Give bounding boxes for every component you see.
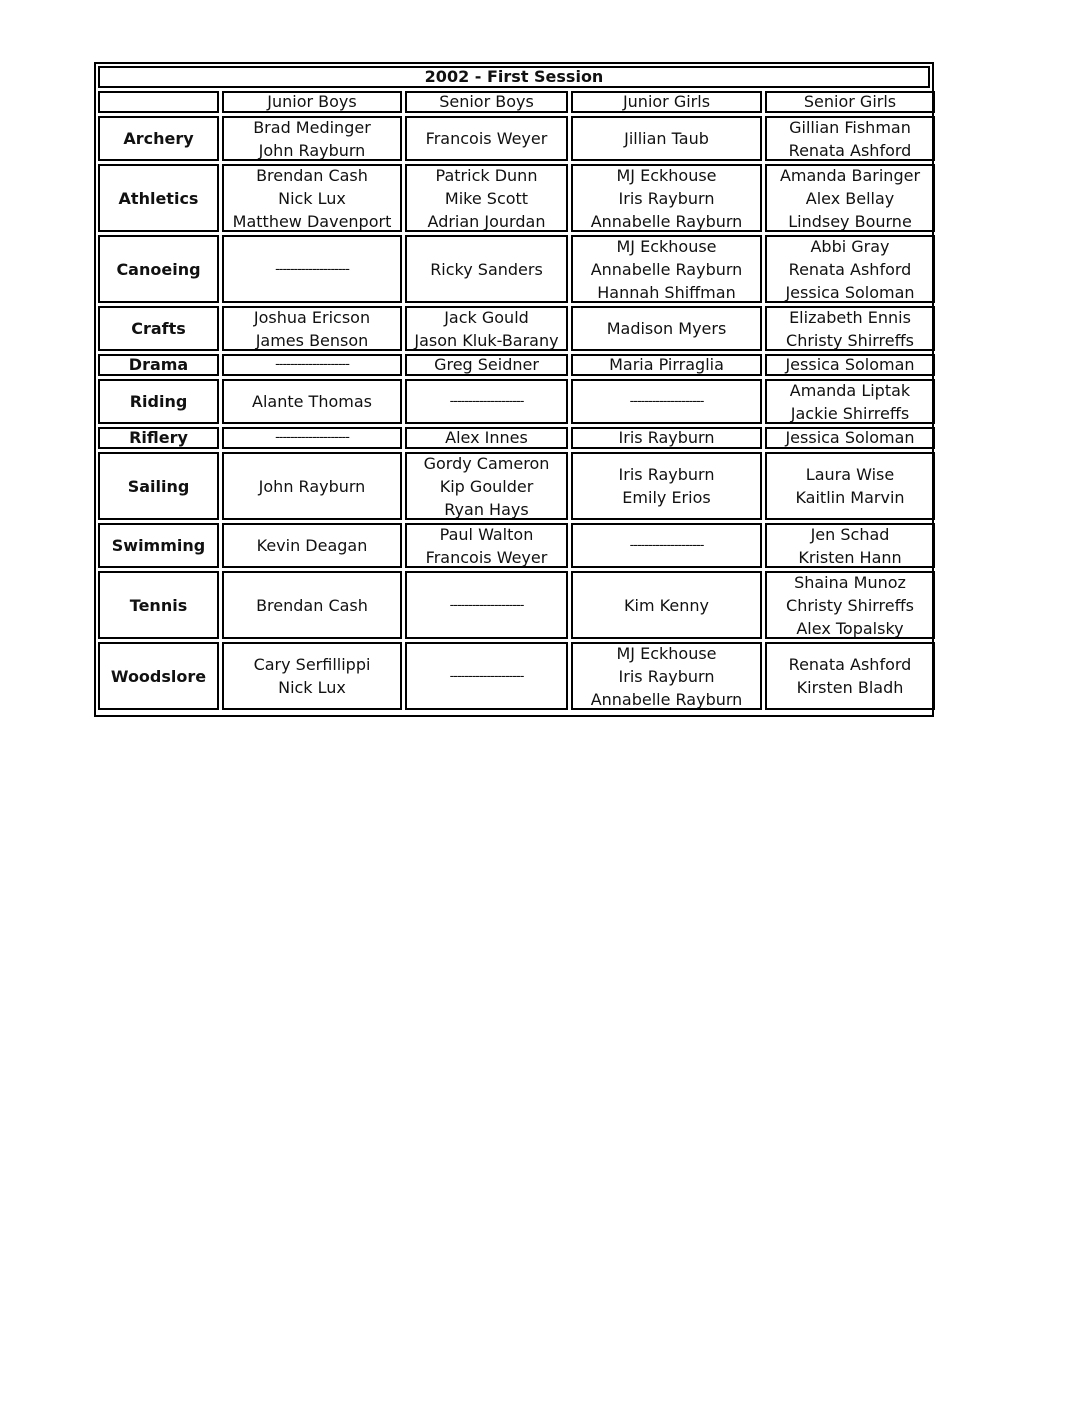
camper-name: Iris Rayburn <box>618 465 715 484</box>
table-grid <box>98 91 930 713</box>
header-cell-junior-boys: Junior Boys <box>222 91 402 113</box>
camper-name: Emily Erios <box>622 488 711 507</box>
activity-label: Riding <box>98 379 219 424</box>
table-cell <box>571 116 762 161</box>
camper-name: Kirsten Bladh <box>796 678 904 697</box>
table-cell <box>765 379 935 424</box>
table-cell <box>405 379 568 424</box>
activity-label: Canoeing <box>98 235 219 303</box>
camper-name: Amanda Baringer <box>779 165 921 185</box>
table-cell <box>571 523 762 568</box>
camper-name: Matthew Davenport <box>232 211 392 231</box>
header-cell-senior-boys: Senior Boys <box>405 91 568 113</box>
camper-name: James Benson <box>255 330 369 350</box>
empty-dash: -------------------- <box>629 538 704 553</box>
activity-label: Crafts <box>98 306 219 351</box>
table-cell <box>765 452 935 520</box>
camper-name: Ricky Sanders <box>430 259 543 279</box>
table-cell <box>405 116 568 161</box>
camper-name: Brad Medinger <box>253 117 371 137</box>
table-cell <box>571 354 762 376</box>
camper-name: Francois Weyer <box>425 129 548 148</box>
camper-name: Renata Ashford <box>788 259 912 279</box>
table-cell <box>571 235 762 303</box>
camper-name: Alante Thomas <box>252 392 372 411</box>
table-cell <box>765 354 935 376</box>
activity-label: Tennis <box>98 571 219 639</box>
camper-name: Nick Lux <box>278 188 346 208</box>
camper-name: Paul Walton <box>439 524 534 544</box>
table-cell <box>765 306 935 351</box>
table-cell <box>405 571 568 639</box>
camper-name: MJ Eckhouse <box>616 643 717 663</box>
table-title: 2002 - First Session <box>98 66 930 88</box>
camper-name: MJ Eckhouse <box>616 236 717 256</box>
camper-name: Alex Bellay <box>805 188 895 208</box>
camper-name: Nick Lux <box>278 678 346 697</box>
camper-name: Francois Weyer <box>425 547 548 567</box>
table-cell <box>765 164 935 232</box>
camper-name: Greg Seidner <box>434 355 539 374</box>
camper-name: Iris Rayburn <box>618 428 715 447</box>
empty-dash: -------------------- <box>275 430 349 445</box>
table-cell <box>571 379 762 424</box>
camper-name: Amanda Liptak <box>789 380 911 400</box>
camper-name: Mike Scott <box>444 188 529 208</box>
table-cell <box>765 523 935 568</box>
table-cell <box>571 427 762 449</box>
camper-name: Jack Gould <box>444 307 529 327</box>
camper-name: Ryan Hays <box>444 499 529 519</box>
activity-label: Riflery <box>98 427 219 449</box>
table-cell <box>405 523 568 568</box>
camper-name: Alex Innes <box>445 428 528 447</box>
camper-name: Renata Ashford <box>788 655 912 674</box>
camper-name: Maria Pirraglia <box>609 355 724 374</box>
camper-name: Cary Serfillippi <box>253 655 371 674</box>
table-cell <box>405 164 568 232</box>
empty-dash: -------------------- <box>275 357 349 372</box>
camper-name: Jackie Shirreffs <box>790 403 910 423</box>
table-cell <box>571 452 762 520</box>
camper-name: Hannah Shiffman <box>597 282 736 302</box>
table-cell <box>571 306 762 351</box>
table-cell <box>222 379 402 424</box>
camper-name: John Rayburn <box>258 476 366 496</box>
table-cell <box>222 306 402 351</box>
activity-label: Drama <box>98 354 219 376</box>
camper-name: Gordy Cameron <box>423 453 550 473</box>
table-cell <box>405 235 568 303</box>
camper-name: Elizabeth Ennis <box>789 307 911 327</box>
camper-name: Jen Schad <box>810 524 890 544</box>
empty-dash: -------------------- <box>275 261 349 277</box>
camper-name: John Rayburn <box>258 140 366 160</box>
camper-name: Annabelle Rayburn <box>590 689 743 709</box>
camper-name: Jillian Taub <box>624 129 709 148</box>
camper-name: Jessica Soloman <box>785 428 915 447</box>
camper-name: Annabelle Rayburn <box>590 259 743 279</box>
camper-name: Joshua Ericson <box>253 307 371 327</box>
table-cell <box>571 164 762 232</box>
activity-label: Woodslore <box>98 642 219 710</box>
camper-name: Gillian Fishman <box>789 117 911 137</box>
table-cell <box>405 354 568 376</box>
camper-name: Kim Kenny <box>624 595 709 615</box>
camper-name: Renata Ashford <box>788 140 912 160</box>
camper-name: Kaitlin Marvin <box>795 488 905 507</box>
table-cell <box>222 523 402 568</box>
table-cell <box>405 306 568 351</box>
camper-name: Patrick Dunn <box>435 165 538 185</box>
table-cell <box>222 571 402 639</box>
camper-name: Kristen Hann <box>798 547 902 567</box>
table-cell <box>222 164 402 232</box>
header-cell-blank <box>98 91 219 113</box>
table-cell <box>765 642 935 710</box>
empty-dash: -------------------- <box>449 394 524 409</box>
activity-label: Swimming <box>98 523 219 568</box>
table-cell <box>222 642 402 710</box>
table-cell <box>571 642 762 710</box>
camper-name: Lindsey Bourne <box>788 211 912 231</box>
activity-label: Sailing <box>98 452 219 520</box>
camper-name: MJ Eckhouse <box>616 165 717 185</box>
empty-dash: -------------------- <box>449 668 524 684</box>
table-cell <box>222 116 402 161</box>
table-cell <box>222 452 402 520</box>
camper-name: Adrian Jourdan <box>427 211 546 231</box>
camper-name: Jessica Soloman <box>785 282 915 302</box>
camper-name: Brendan Cash <box>256 595 368 615</box>
header-cell-senior-girls: Senior Girls <box>765 91 935 113</box>
camper-name: Iris Rayburn <box>618 188 715 208</box>
activity-label: Archery <box>98 116 219 161</box>
table-cell <box>405 452 568 520</box>
camper-name: Kip Goulder <box>439 476 534 496</box>
schedule-table <box>94 62 934 717</box>
table-cell <box>571 571 762 639</box>
table-cell <box>405 642 568 710</box>
camper-name: Abbi Gray <box>810 236 890 256</box>
camper-name: Brendan Cash <box>256 165 368 185</box>
table-cell <box>405 427 568 449</box>
camper-name: Madison Myers <box>606 319 727 338</box>
table-cell <box>765 235 935 303</box>
header-cell-junior-girls: Junior Girls <box>571 91 762 113</box>
camper-name: Jason Kluk-Barany <box>414 330 559 350</box>
camper-name: Alex Topalsky <box>796 618 904 638</box>
camper-name: Jessica Soloman <box>785 355 915 374</box>
table-cell <box>222 235 402 303</box>
camper-name: Shaina Munoz <box>794 572 906 592</box>
camper-name: Christy Shirreffs <box>786 330 914 350</box>
table-cell <box>222 354 402 376</box>
camper-name: Laura Wise <box>805 465 895 484</box>
activity-label: Athletics <box>98 164 219 232</box>
table-cell <box>765 427 935 449</box>
empty-dash: -------------------- <box>629 394 704 409</box>
camper-name: Iris Rayburn <box>618 666 715 686</box>
camper-name: Kevin Deagan <box>256 536 368 555</box>
table-cell <box>765 571 935 639</box>
table-cell <box>222 427 402 449</box>
camper-name: Christy Shirreffs <box>786 595 914 615</box>
empty-dash: -------------------- <box>449 597 524 613</box>
camper-name: Annabelle Rayburn <box>590 211 743 231</box>
table-cell <box>765 116 935 161</box>
